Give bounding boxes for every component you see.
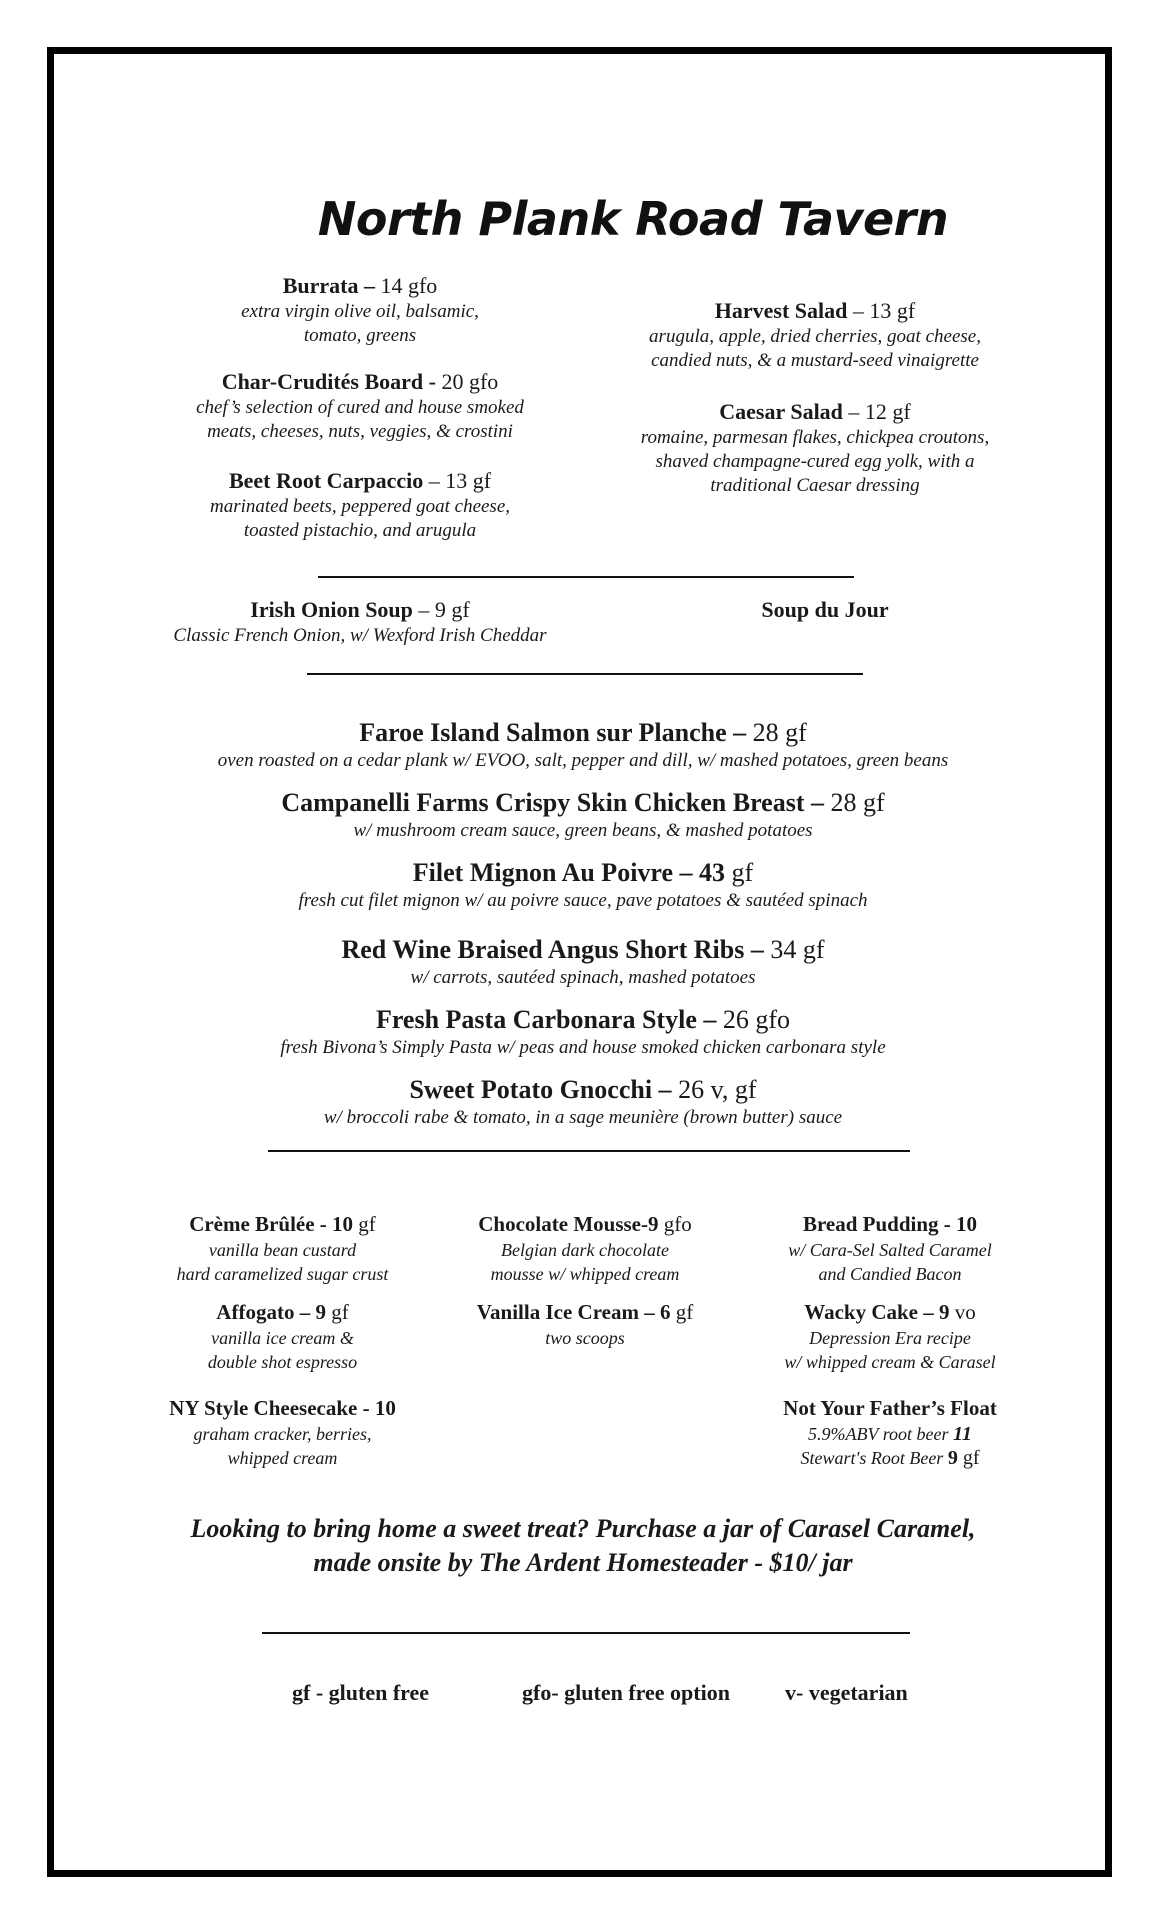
soup-irish-onion: Irish Onion Soup – 9 gf Classic French Onion, w/ Wexford Irish Cheddar <box>173 597 547 646</box>
dessert-affogato: Affogato – 9 gf vanilla ice cream & double shot espresso <box>207 1300 358 1372</box>
legend-gfo: gfo- gluten free option <box>522 1680 730 1705</box>
dessert-chocolate-mousse: Chocolate Mousse-9 gfo Belgian dark chocolate mousse w/ whipped cream <box>478 1212 692 1284</box>
main-carbonara: Fresh Pasta Carbonara Style – 26 gfo fresh Bivona’s Simply Pasta w/ peas and house smoked chicken carbonara style <box>280 1005 886 1058</box>
soup-du-jour: Soup du Jour <box>761 597 889 622</box>
main-chicken: Campanelli Farms Crispy Skin Chicken Breast – 28 gf w/ mushroom cream sauce, green beans, & mashed potatoes <box>281 788 885 841</box>
legend-v: v- vegetarian <box>785 1680 908 1705</box>
salad-harvest: Harvest Salad – 13 gf arugula, apple, dried cherries, goat cheese, candied nuts, & a mustard-seed vinaigrette <box>649 298 981 371</box>
dessert-cheesecake: NY Style Cheesecake - 10 graham cracker, berries, whipped cream <box>169 1396 396 1468</box>
starter-burrata: Burrata – 14 gfo extra virgin olive oil, balsamic, tomato, greens <box>241 273 479 346</box>
main-short-ribs: Red Wine Braised Angus Short Ribs – 34 gf w/ carrots, sautéed spinach, mashed potatoes <box>341 935 825 988</box>
dessert-bread-pudding: Bread Pudding - 10 w/ Cara-Sel Salted Caramel and Candied Bacon <box>788 1212 992 1284</box>
restaurant-title: North Plank Road Tavern <box>317 192 949 246</box>
caramel-promo: Looking to bring home a sweet treat? Purchase a jar of Carasel Caramel, made onsite by The Ardent Homesteader - $10/ jar <box>190 1514 976 1577</box>
divider-starters <box>318 576 854 578</box>
main-gnocchi: Sweet Potato Gnocchi – 26 v, gf w/ broccoli rabe & tomato, in a sage meunière (brown butter) sauce <box>323 1075 843 1128</box>
main-salmon: Faroe Island Salmon sur Planche – 28 gf oven roasted on a cedar plank w/ EVOO, salt, pepper and dill, w/ mashed potatoes, green beans <box>217 718 949 771</box>
main-filet-mignon: Filet Mignon Au Poivre – 43 gf fresh cut filet mignon w/ au poivre sauce, pave potatoes & sautéed spinach <box>298 858 868 911</box>
starter-char-crudites: Char-Crudités Board - 20 gfo chef’s selection of cured and house smoked meats, cheeses, nuts, veggies, & crostini <box>196 369 524 442</box>
divider-mains <box>268 1150 910 1152</box>
divider-promo <box>262 1632 910 1634</box>
legend-gf: gf - gluten free <box>292 1680 430 1705</box>
dessert-wacky-cake: Wacky Cake – 9 vo Depression Era recipe w/ whipped cream & Carasel <box>784 1300 996 1372</box>
salad-caesar: Caesar Salad – 12 gf romaine, parmesan flakes, chickpea croutons, shaved champagne-cured egg yolk, with a traditional Caesar dressing <box>640 399 990 496</box>
dessert-creme-brulee: Crème Brûlée - 10 gf vanilla bean custard hard caramelized sugar crust <box>176 1212 389 1284</box>
dessert-vanilla-ice-cream: Vanilla Ice Cream – 6 gf two scoops <box>476 1300 694 1348</box>
dessert-float: Not Your Father’s Float 5.9%ABV root beer 11 Stewart's Root Beer 9 gf <box>783 1396 997 1469</box>
starter-beet-root-carpaccio: Beet Root Carpaccio – 13 gf marinated beets, peppered goat cheese, toasted pistachio, and arugula <box>209 468 511 541</box>
divider-soups <box>307 673 863 675</box>
